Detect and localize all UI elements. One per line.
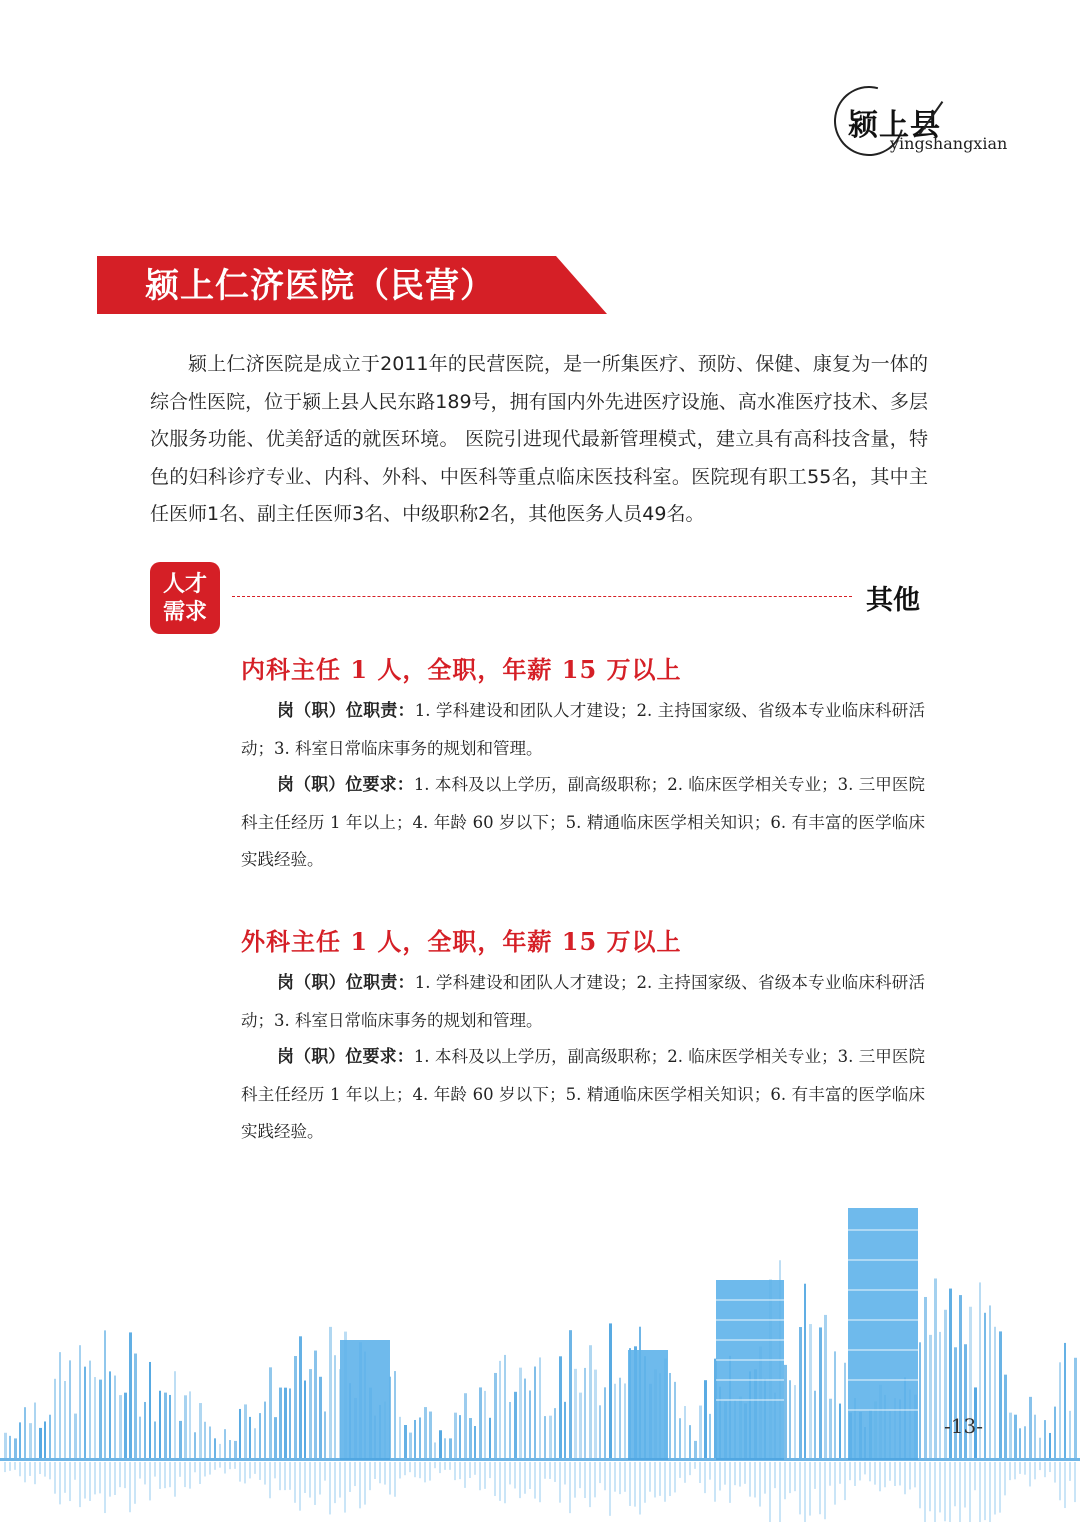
logo-name: 颍上县 <box>848 108 941 143</box>
requirement-text: 1. 本科及以上学历，副高级职称；2. 临床医学相关专业；3. 三甲医院科主任经历 1 年以上；4. 年龄 60 岁以下；5. 精通临床医学相关知识；6. 有丰富的医学临床实践经验。 <box>241 775 925 869</box>
section-category: 其他 <box>866 585 920 616</box>
job-title-surgery: 外科主任 1 人，全职，年薪 15 万以上 <box>241 927 682 956</box>
logo-pinyin: yingshangxian <box>890 134 1008 153</box>
requirement-label: 岗（职）位要求： <box>277 1047 414 1067</box>
job-title-internal: 内科主任 1 人，全职，年薪 15 万以上 <box>241 655 682 684</box>
job-requirement-surgery <box>241 1038 925 1150</box>
duty-text: 1. 学科建设和团队人才建设；2. 主持国家级、省级本专业临床科研活动；3. 科室日常临床事务的规划和管理。 <box>241 701 925 758</box>
section-divider <box>232 596 852 597</box>
county-logo <box>830 84 1010 164</box>
hospital-intro: 颍上仁济医院是成立于2011年的民营医院，是一所集医疗、预防、保健、康复为一体的综合性医院，位于颍上县人民东路189号，拥有国内外先进医疗设施、高水准医疗技术、多层次服务功能、优美舒适的就医环境。 医院引进现代最新管理模式，建立具有高科技含量，特色的妇科诊疗专业、内科、外科、中医科等重点临床医技科室。医院现有职工55名，其中主任医师1名、副主任医师3名、中级职称2名，其他医务人员49名。 <box>150 353 928 525</box>
city-skyline-illustration <box>0 1190 1080 1526</box>
duty-text: 1. 学科建设和团队人才建设；2. 主持国家级、省级本专业临床科研活动；3. 科室日常临床事务的规划和管理。 <box>241 973 925 1030</box>
badge-line-1: 人才 <box>162 571 207 597</box>
badge-line-2: 需求 <box>162 599 207 625</box>
duty-label: 岗（职）位职责： <box>277 701 415 721</box>
duty-label: 岗（职）位职责： <box>277 973 415 993</box>
job-requirement-internal <box>241 766 925 878</box>
requirement-text: 1. 本科及以上学历，副高级职称；2. 临床医学相关专业；3. 三甲医院科主任经历 1 年以上；4. 年龄 60 岁以下；5. 精通临床医学相关知识；6. 有丰富的医学临床实践经验。 <box>241 1047 925 1141</box>
page-number: -13- <box>944 1414 983 1438</box>
hospital-title: 颍上仁济医院（民营） <box>145 266 495 306</box>
job-duty-internal <box>241 692 925 767</box>
job-duty-surgery <box>241 964 925 1039</box>
requirement-label: 岗（职）位要求： <box>277 775 414 795</box>
talent-demand-badge <box>150 562 220 634</box>
